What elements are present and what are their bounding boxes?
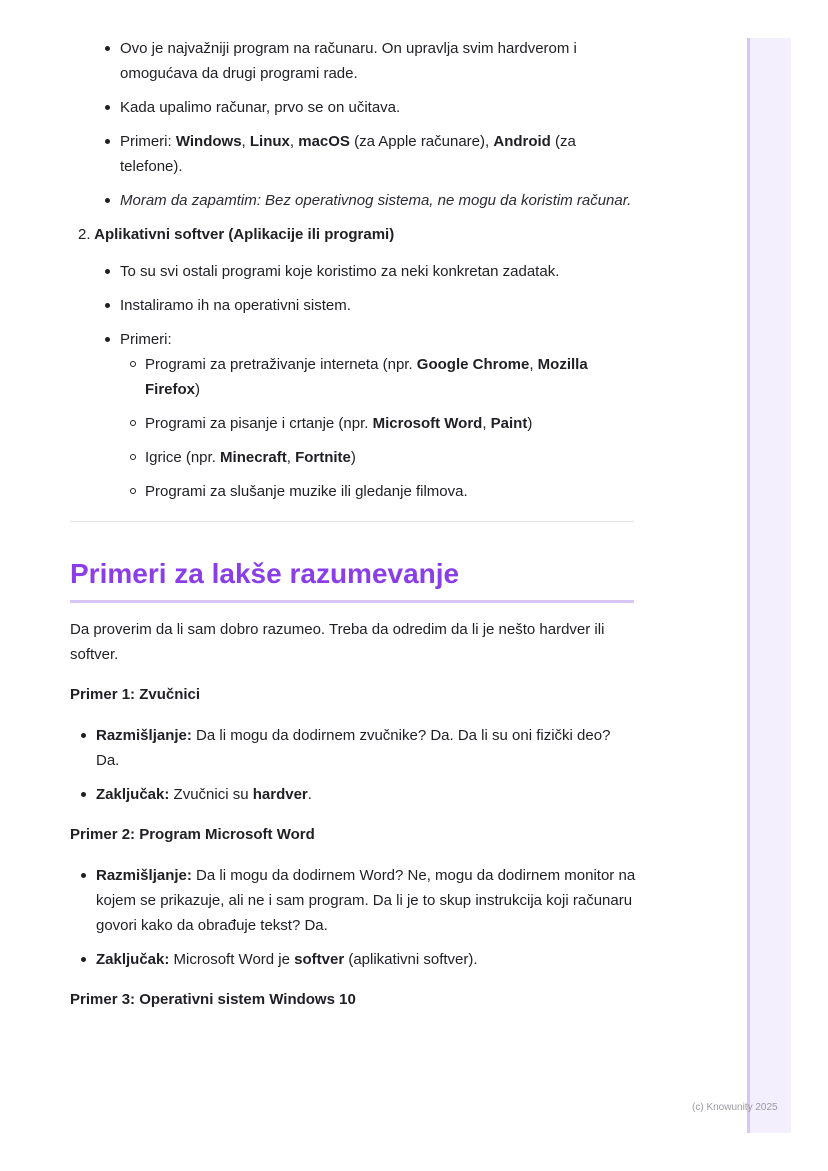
section-title: 2. Aplikativni softver (Aplikacije ili programi) bbox=[78, 226, 395, 243]
list-item: Instaliramo ih na operativni sistem. bbox=[120, 293, 636, 318]
section-heading: Primeri za lakše razumevanje bbox=[70, 556, 634, 603]
sub-list-item: Igrice (npr. Minecraft, Fortnite) bbox=[145, 445, 636, 470]
list-item: Primeri: Programi za pretraživanje interneta (npr. Google Chrome, Mozilla Firefox) Programi za pisanje i crtanje (npr. Microsoft Word, Paint) Igrice (npr. Minecraft, Fortnite) Programi za slušanje muzike ili gledanje filmova. bbox=[120, 327, 636, 504]
list-item: Zaključak: Microsoft Word je softver (aplikativni softver). bbox=[96, 947, 636, 972]
example-1-title: Primer 1: Zvučnici bbox=[70, 686, 201, 703]
app-software-list bbox=[70, 259, 636, 504]
document-body bbox=[70, 36, 636, 1028]
os-bullet-list bbox=[70, 36, 636, 213]
sub-list-item: Programi za pretraživanje interneta (npr. Google Chrome, Mozilla Firefox) bbox=[145, 352, 636, 402]
list-item: Ovo je najvažniji program na računaru. On upravlja svim hardverom i omogućava da drugi programi rade. bbox=[120, 36, 636, 86]
sub-list-item: Programi za pisanje i crtanje (npr. Microsoft Word, Paint) bbox=[145, 411, 636, 436]
section-divider bbox=[70, 521, 634, 522]
page-side-panel bbox=[747, 38, 791, 1133]
list-item: Primeri: Windows, Linux, macOS (za Apple računare), Android (za telefone). bbox=[120, 129, 636, 179]
example-1-list bbox=[70, 723, 636, 807]
example-2-list bbox=[70, 863, 636, 972]
list-item: Zaključak: Zvučnici su hardver. bbox=[96, 782, 636, 807]
example-3-title: Primer 3: Operativni sistem Windows 10 bbox=[70, 991, 356, 1008]
list-item: Moram da zapamtim: Bez operativnog sistema, ne mogu da koristim računar. bbox=[120, 188, 636, 213]
intro-paragraph: Da proverim da li sam dobro razumeo. Treba da odredim da li je nešto hardver ili softver. bbox=[70, 621, 605, 663]
numbered-section bbox=[70, 222, 636, 247]
list-item: Razmišljanje: Da li mogu da dodirnem zvučnike? Da. Da li su oni fizički deo? Da. bbox=[96, 723, 636, 773]
examples-sublist bbox=[120, 352, 636, 504]
sub-list-item: Programi za slušanje muzike ili gledanje filmova. bbox=[145, 479, 636, 504]
copyright-footer: (c) Knowunity 2025 bbox=[692, 1102, 778, 1113]
list-item: To su svi ostali programi koje koristimo za neki konkretan zadatak. bbox=[120, 259, 636, 284]
list-item: Kada upalimo računar, prvo se on učitava. bbox=[120, 95, 636, 120]
example-2-title: Primer 2: Program Microsoft Word bbox=[70, 826, 315, 843]
list-item: Razmišljanje: Da li mogu da dodirnem Word? Ne, mogu da dodirnem monitor na kojem se prikazuje, ali ne i sam program. Da li je to skup instrukcija koji računaru govori kako da obrađuje tekst? Da. bbox=[96, 863, 636, 938]
